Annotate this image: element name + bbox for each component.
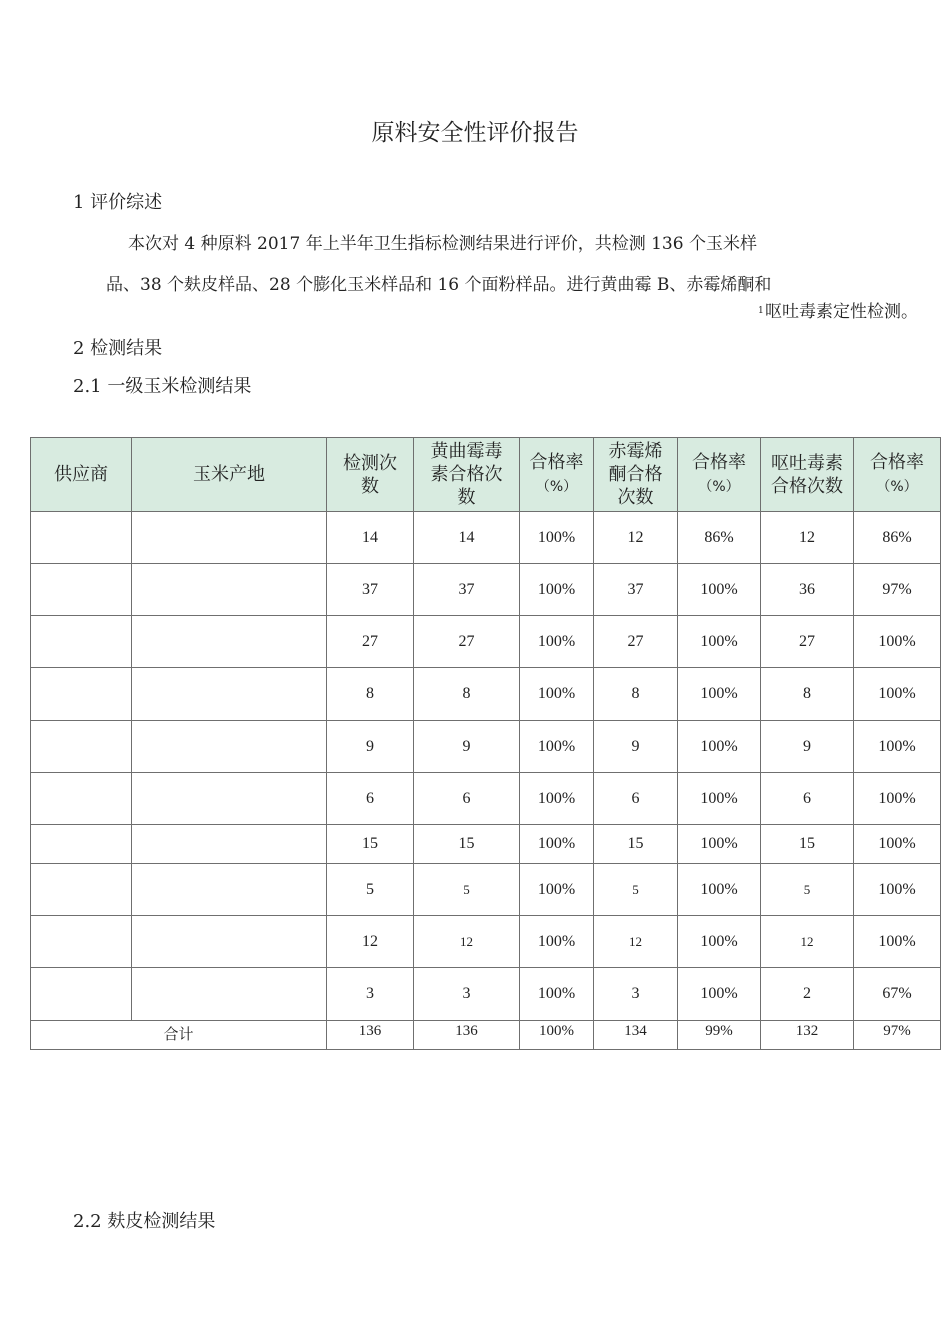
cell-tests: 3 bbox=[327, 968, 414, 1021]
cell-aflatoxin: 15 bbox=[414, 825, 520, 864]
table-row bbox=[31, 616, 941, 668]
cell-origin bbox=[132, 564, 327, 616]
cell-origin bbox=[132, 668, 327, 721]
cell-tests: 37 bbox=[327, 564, 414, 616]
cell-zearalenone: 37 bbox=[594, 564, 678, 616]
cell-rate-2: 100% bbox=[678, 773, 761, 825]
footnote-mark: 1 bbox=[758, 306, 764, 316]
cell-rate-1: 100% bbox=[520, 864, 594, 916]
section-2-2-heading: 2.2 麸皮检测结果 bbox=[73, 1211, 216, 1232]
cell-supplier bbox=[31, 825, 132, 864]
table-row bbox=[31, 512, 941, 564]
corn-results-table bbox=[30, 437, 941, 1050]
table-row bbox=[31, 773, 941, 825]
table-row bbox=[31, 721, 941, 773]
cell-tests: 8 bbox=[327, 668, 414, 721]
cell-aflatoxin: 3 bbox=[414, 968, 520, 1021]
header-aflatoxin-passes: 黄曲霉毒 素合格次 数 bbox=[414, 438, 520, 512]
cell-zearalenone: 9 bbox=[594, 721, 678, 773]
cell-zearalenone: 5 bbox=[594, 864, 678, 916]
summary-line-1: 本次对 4 种原料 2017 年上半年卫生指标检测结果进行评价，共检测 136 个玉米样 bbox=[128, 234, 757, 254]
total-label: 合计 bbox=[31, 1021, 327, 1050]
total-rate-1: 100% bbox=[520, 1021, 594, 1050]
total-rate-3: 97% bbox=[854, 1021, 941, 1050]
cell-zearalenone: 15 bbox=[594, 825, 678, 864]
cell-supplier bbox=[31, 721, 132, 773]
header-vomitoxin-passes: 呕吐毒素 合格次数 bbox=[761, 438, 854, 512]
cell-tests: 9 bbox=[327, 721, 414, 773]
cell-rate-2: 86% bbox=[678, 512, 761, 564]
cell-origin bbox=[132, 968, 327, 1021]
cell-tests: 5 bbox=[327, 864, 414, 916]
cell-supplier bbox=[31, 916, 132, 968]
cell-vomitoxin: 6 bbox=[761, 773, 854, 825]
header-pass-rate-3: 合格率 （%） bbox=[854, 438, 941, 512]
cell-supplier bbox=[31, 968, 132, 1021]
cell-zearalenone: 3 bbox=[594, 968, 678, 1021]
cell-vomitoxin: 15 bbox=[761, 825, 854, 864]
total-aflatoxin: 136 bbox=[414, 1021, 520, 1050]
cell-rate-1: 100% bbox=[520, 773, 594, 825]
cell-aflatoxin: 37 bbox=[414, 564, 520, 616]
cell-origin bbox=[132, 721, 327, 773]
cell-rate-3: 67% bbox=[854, 968, 941, 1021]
table-row bbox=[31, 564, 941, 616]
cell-aflatoxin: 12 bbox=[414, 916, 520, 968]
cell-vomitoxin: 12 bbox=[761, 512, 854, 564]
cell-supplier bbox=[31, 864, 132, 916]
document-title: 原料安全性评价报告 bbox=[371, 120, 579, 146]
cell-rate-3: 86% bbox=[854, 512, 941, 564]
cell-rate-2: 100% bbox=[678, 916, 761, 968]
cell-rate-1: 100% bbox=[520, 721, 594, 773]
cell-supplier bbox=[31, 668, 132, 721]
cell-supplier bbox=[31, 512, 132, 564]
cell-rate-3: 100% bbox=[854, 773, 941, 825]
cell-aflatoxin: 8 bbox=[414, 668, 520, 721]
header-tests: 检测次 数 bbox=[327, 438, 414, 512]
cell-tests: 6 bbox=[327, 773, 414, 825]
cell-vomitoxin: 27 bbox=[761, 616, 854, 668]
summary-line-2: 品、38 个麸皮样品、28 个膨化玉米样品和 16 个面粉样品。进行黄曲霉 B、赤霉烯酮和 bbox=[106, 275, 772, 295]
cell-rate-1: 100% bbox=[520, 616, 594, 668]
header-origin: 玉米产地 bbox=[132, 438, 327, 512]
cell-aflatoxin: 9 bbox=[414, 721, 520, 773]
cell-tests: 14 bbox=[327, 512, 414, 564]
section-2-1-heading: 2.1 一级玉米检测结果 bbox=[73, 376, 252, 397]
cell-rate-1: 100% bbox=[520, 512, 594, 564]
cell-tests: 27 bbox=[327, 616, 414, 668]
total-rate-2: 99% bbox=[678, 1021, 761, 1050]
summary-line-3: 呕吐毒素定性检测。 bbox=[765, 302, 918, 322]
total-vomitoxin: 132 bbox=[761, 1021, 854, 1050]
total-tests: 136 bbox=[327, 1021, 414, 1050]
cell-zearalenone: 27 bbox=[594, 616, 678, 668]
table-row bbox=[31, 864, 941, 916]
section-1-heading: 1 评价综述 bbox=[73, 192, 163, 213]
cell-supplier bbox=[31, 773, 132, 825]
cell-origin bbox=[132, 512, 327, 564]
cell-rate-3: 100% bbox=[854, 916, 941, 968]
cell-aflatoxin: 27 bbox=[414, 616, 520, 668]
table-row bbox=[31, 916, 941, 968]
cell-rate-2: 100% bbox=[678, 616, 761, 668]
cell-rate-2: 100% bbox=[678, 968, 761, 1021]
cell-supplier bbox=[31, 564, 132, 616]
header-supplier: 供应商 bbox=[31, 438, 132, 512]
cell-origin bbox=[132, 773, 327, 825]
table-total-row bbox=[31, 1021, 941, 1050]
table-row bbox=[31, 825, 941, 864]
cell-zearalenone: 12 bbox=[594, 916, 678, 968]
cell-rate-3: 100% bbox=[854, 864, 941, 916]
cell-zearalenone: 6 bbox=[594, 773, 678, 825]
cell-zearalenone: 8 bbox=[594, 668, 678, 721]
cell-tests: 12 bbox=[327, 916, 414, 968]
cell-origin bbox=[132, 616, 327, 668]
cell-rate-3: 97% bbox=[854, 564, 941, 616]
cell-tests: 15 bbox=[327, 825, 414, 864]
total-zearalenone: 134 bbox=[594, 1021, 678, 1050]
cell-vomitoxin: 2 bbox=[761, 968, 854, 1021]
cell-vomitoxin: 8 bbox=[761, 668, 854, 721]
cell-rate-1: 100% bbox=[520, 668, 594, 721]
section-2-heading: 2 检测结果 bbox=[73, 338, 163, 359]
cell-rate-2: 100% bbox=[678, 864, 761, 916]
cell-rate-3: 100% bbox=[854, 825, 941, 864]
cell-vomitoxin: 9 bbox=[761, 721, 854, 773]
cell-rate-2: 100% bbox=[678, 721, 761, 773]
cell-supplier bbox=[31, 616, 132, 668]
cell-rate-1: 100% bbox=[520, 968, 594, 1021]
header-zearalenone-passes: 赤霉烯 酮合格 次数 bbox=[594, 438, 678, 512]
cell-zearalenone: 12 bbox=[594, 512, 678, 564]
cell-origin bbox=[132, 916, 327, 968]
cell-rate-1: 100% bbox=[520, 916, 594, 968]
cell-vomitoxin: 5 bbox=[761, 864, 854, 916]
cell-aflatoxin: 14 bbox=[414, 512, 520, 564]
cell-aflatoxin: 5 bbox=[414, 864, 520, 916]
cell-rate-1: 100% bbox=[520, 564, 594, 616]
cell-origin bbox=[132, 864, 327, 916]
cell-rate-3: 100% bbox=[854, 616, 941, 668]
cell-rate-3: 100% bbox=[854, 721, 941, 773]
table-row bbox=[31, 968, 941, 1021]
header-pass-rate-1: 合格率 （%） bbox=[520, 438, 594, 512]
table-row bbox=[31, 668, 941, 721]
table-header-row bbox=[31, 438, 941, 512]
cell-vomitoxin: 36 bbox=[761, 564, 854, 616]
cell-rate-2: 100% bbox=[678, 825, 761, 864]
cell-rate-1: 100% bbox=[520, 825, 594, 864]
cell-rate-2: 100% bbox=[678, 668, 761, 721]
header-pass-rate-2: 合格率 （%） bbox=[678, 438, 761, 512]
cell-origin bbox=[132, 825, 327, 864]
cell-vomitoxin: 12 bbox=[761, 916, 854, 968]
cell-rate-2: 100% bbox=[678, 564, 761, 616]
cell-rate-3: 100% bbox=[854, 668, 941, 721]
cell-aflatoxin: 6 bbox=[414, 773, 520, 825]
